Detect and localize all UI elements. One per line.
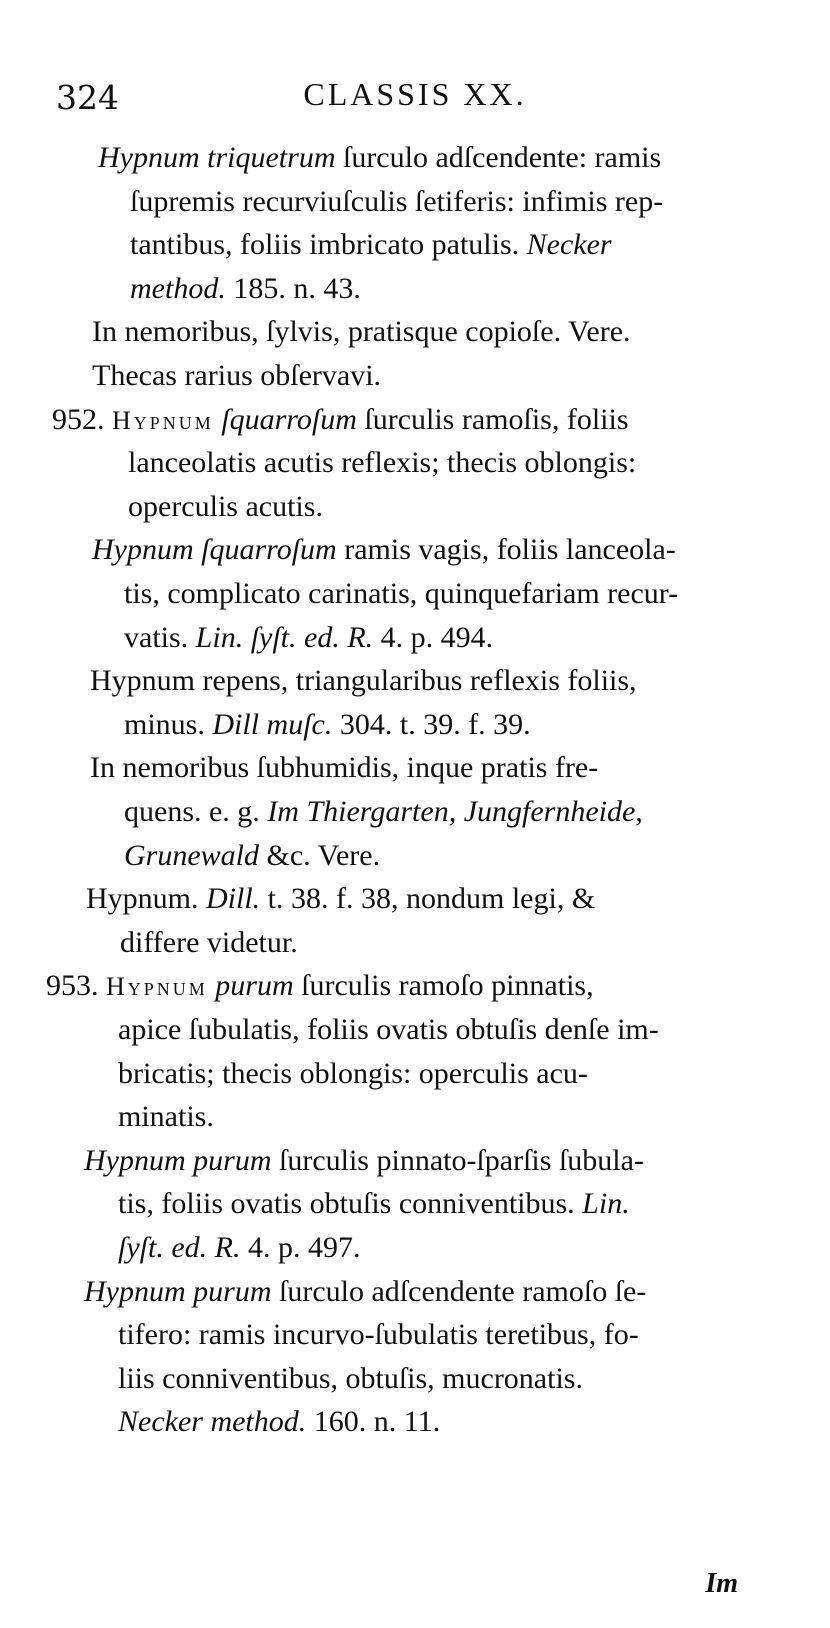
text-line	[118, 1184, 630, 1224]
text-line	[92, 356, 381, 396]
text-run: Hypnum repens, triangularibus reflexis foliis,	[90, 664, 637, 698]
italic-text: Hypnum triquetrum	[98, 141, 336, 174]
text-run: ſurculis pinnato-ſparſis ſubula-	[271, 1143, 644, 1177]
text-line	[90, 748, 598, 788]
text-run: 160. n. 11.	[306, 1405, 441, 1439]
text-run: liis conniventibus, obtuſis, mucronatis.	[118, 1361, 583, 1395]
text-run: 4. p. 497.	[240, 1231, 361, 1264]
italic-text: purum	[215, 969, 294, 1003]
text-run: 304. t. 39. f. 39.	[332, 707, 531, 741]
italic-text: Dill muſc.	[212, 707, 333, 741]
text-run: In nemoribus, ſylvis, pratisque copioſe. Vere.	[92, 315, 631, 349]
text-run: tantibus, foliis imbricato patulis.	[130, 228, 527, 262]
text-run: minus.	[124, 707, 213, 741]
italic-text: Necker method.	[118, 1405, 307, 1439]
text-line	[130, 225, 612, 265]
text-line	[98, 138, 661, 178]
running-head: CLASSIS XX.	[303, 76, 527, 112]
text-line	[92, 530, 676, 570]
text-run: ſurculo adſcendente: ramis	[335, 141, 662, 174]
text-line	[124, 836, 380, 876]
italic-text: method.	[130, 271, 226, 305]
italic-text: Hypnum purum	[84, 1143, 272, 1177]
text-run: apice ſubulatis, foliis ovatis obtuſis denſe im-	[118, 1013, 659, 1046]
italic-text: Lin. ſyſt. ed. R.	[195, 620, 374, 654]
text-line	[118, 1315, 639, 1355]
text-run: quens. e. g.	[124, 795, 268, 828]
text-line	[124, 618, 493, 658]
page-number: 324	[56, 78, 119, 117]
italic-text: Im Thiergarten, Jungfernheide,	[267, 795, 643, 828]
text-line	[124, 792, 643, 832]
text-line	[128, 443, 636, 483]
small-caps-text: Hypnum	[106, 972, 208, 1002]
text-line	[118, 1402, 440, 1442]
text-line	[130, 182, 663, 222]
text-run: ſurculis ramoſo pinnatis,	[293, 969, 594, 1003]
text-line	[118, 1359, 583, 1399]
text-line	[118, 1010, 659, 1050]
text-line	[124, 574, 678, 614]
text-run: lanceolatis acutis reflexis; thecis oblongis:	[128, 446, 637, 480]
page-header	[0, 72, 830, 122]
text-line	[120, 923, 298, 963]
text-run: ramis vagis, foliis lanceola-	[336, 533, 676, 567]
text-run: ſupremis recurviuſculis ſetiferis: infimis rep-	[130, 184, 664, 218]
text-run: tifero: ramis incurvo-ſubulatis teretibus, fo-	[118, 1318, 639, 1352]
italic-text: Hypnum purum	[84, 1274, 272, 1308]
text-run: bricatis; thecis oblongis: operculis acu-	[118, 1056, 588, 1090]
text-run: t. 38. f. 38, nondum legi, &	[260, 882, 596, 916]
text-run: 953.	[46, 969, 106, 1003]
italic-text: Necker	[526, 228, 612, 262]
italic-text: ſyſt. ed. R.	[118, 1231, 241, 1264]
text-line	[84, 1141, 644, 1181]
text-run: differe videtur.	[120, 925, 298, 959]
text-line	[118, 1097, 214, 1137]
text-line	[92, 312, 631, 352]
text-run: 952.	[52, 402, 112, 436]
text-run: operculis acutis.	[128, 489, 323, 523]
text-line	[130, 269, 361, 309]
text-line	[84, 1272, 646, 1312]
italic-text: Lin.	[582, 1187, 630, 1221]
text-run: vatis.	[124, 620, 196, 654]
catchword: Im	[705, 1568, 738, 1599]
small-caps-text: Hypnum	[112, 405, 214, 435]
italic-text: Hypnum ſquarroſum	[92, 533, 337, 567]
text-line	[118, 1228, 360, 1268]
text-run: Hypnum.	[86, 882, 206, 916]
italic-text: Grunewald	[124, 838, 259, 872]
text-run: minatis.	[118, 1100, 214, 1134]
text-run: In nemoribus ſubhumidis, inque pratis fre-	[90, 751, 599, 785]
text-run: tis, complicato carinatis, quinquefariam recur-	[124, 577, 679, 610]
text-line	[128, 487, 323, 527]
text-run: Thecas rarius obſervavi.	[92, 359, 382, 392]
text-line	[124, 705, 531, 745]
text-line	[46, 966, 594, 1007]
italic-text: Dill.	[206, 882, 261, 916]
text-line	[118, 1054, 588, 1094]
text-line	[86, 879, 595, 919]
text-line	[52, 400, 629, 441]
text-run: tis, foliis ovatis obtuſis conniventibus.	[118, 1187, 583, 1221]
text-run: 4. p. 494.	[373, 620, 494, 654]
text-run: &c. Vere.	[259, 838, 381, 872]
text-line	[90, 661, 637, 701]
text-run: ſurculo adſcendente ramoſo ſe-	[271, 1274, 647, 1308]
italic-text: ſquarroſum	[221, 402, 357, 436]
text-run: 185. n. 43.	[225, 271, 361, 305]
text-run: ſurculis ramoſis, foliis	[356, 402, 629, 436]
